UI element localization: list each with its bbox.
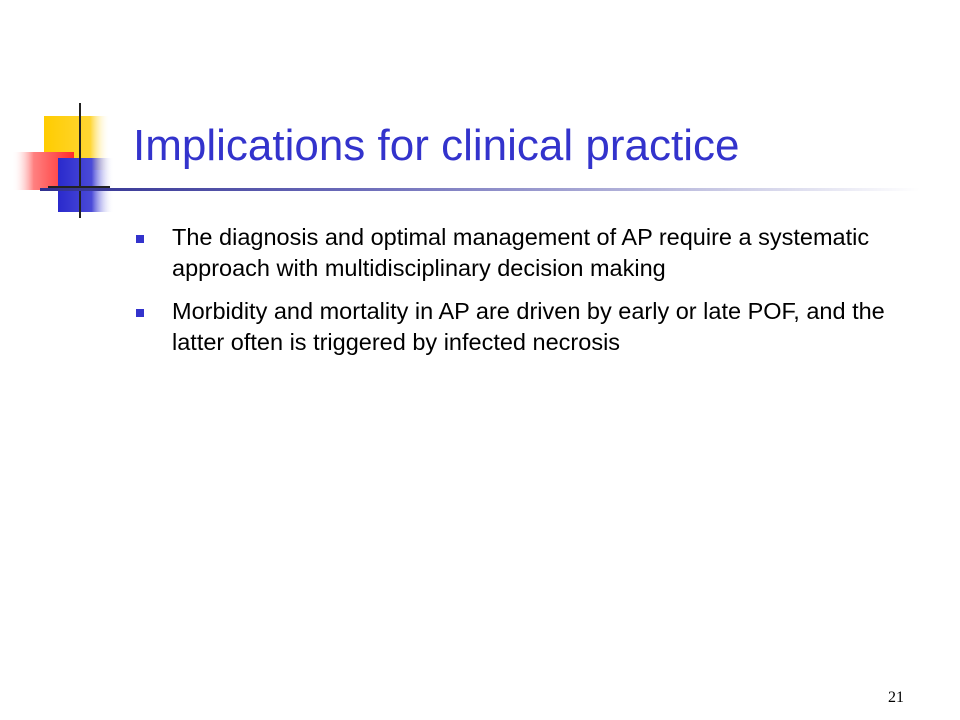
title-underline-divider bbox=[40, 188, 920, 191]
bullet-text: The diagnosis and optimal management of AP require a systematic approach with multidisciplinary decision making bbox=[172, 224, 870, 281]
square-bullet-icon bbox=[136, 235, 144, 243]
bullet-item bbox=[134, 222, 924, 284]
corner-decoration-graphic bbox=[0, 0, 140, 230]
square-bullet-icon bbox=[136, 309, 144, 317]
bullet-list bbox=[134, 222, 924, 370]
bullet-item bbox=[134, 296, 924, 358]
page-number: 21 bbox=[888, 689, 904, 706]
slide-title: Implications for clinical practice bbox=[133, 121, 740, 170]
bullet-text: Morbidity and mortality in AP are driven by early or late POF, and the latter often is triggered by infected necrosis bbox=[172, 298, 885, 355]
